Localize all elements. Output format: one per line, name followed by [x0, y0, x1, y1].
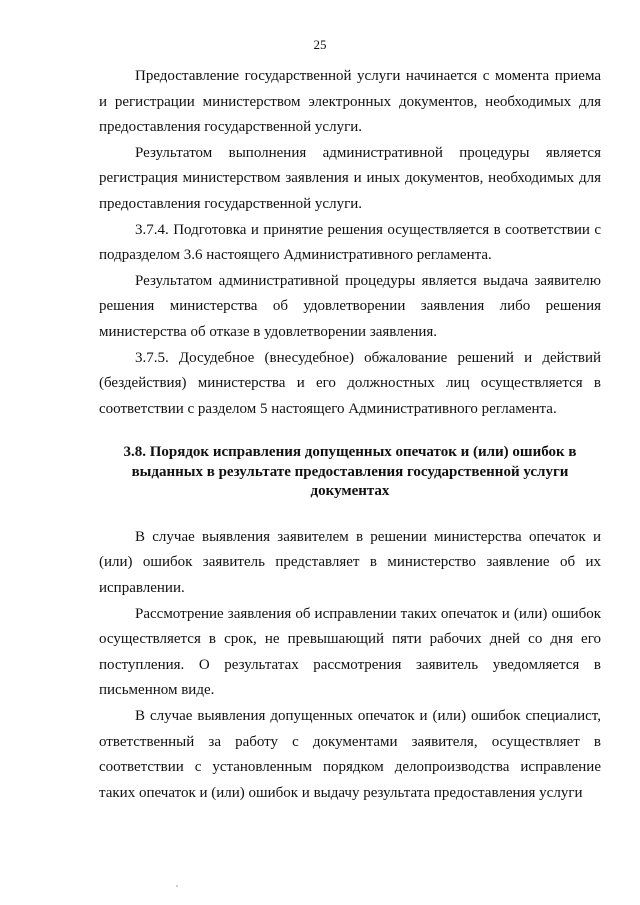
paragraph-service-start: Предоставление государственной услуги начинается с момента приема и регистрации министерством электронных документов, необходимых для предоставления государственной услуги. — [99, 68, 601, 136]
paragraph-3-7-4: 3.7.4. Подготовка и принятие решения осуществляется в соответствии с подразделом 3.6 настоящего Административного регламента. — [99, 221, 601, 264]
paragraph-decision-result: Результатом административной процедуры является выдача заявителю решения министерства об удовлетворении заявления либо решения министерства об отказе в удовлетворении заявления. — [99, 272, 601, 340]
paragraph-3-7-5: 3.7.5. Досудебное (внесудебное) обжалование решений и действий (бездействия) министерства и его должностных лиц осуществляется в соответствии с разделом 5 настоящего Административного регламента. — [99, 349, 601, 417]
paragraph-review-period: Рассмотрение заявления об исправлении таких опечаток и (или) ошибок осуществляется в срок, не превышающий пяти рабочих дней со дня его поступления. О результатах рассмотрения заявитель уведомляется в письменном виде. — [99, 605, 601, 699]
paragraph-correction-procedure: В случае выявления допущенных опечаток и (или) ошибок специалист, ответственный за работу с документами заявителя, осуществляет в соответствии с установленным порядком делопроизводства исправление таких опечаток и (или) ошибок и выдачу результата предоставления услуги — [99, 707, 601, 801]
section-heading-3-8: 3.8. Порядок исправления допущенных опечаток и (или) ошибок в выданных в результате предоставления государственной услуги документах — [123, 444, 577, 500]
paragraph-error-detection: В случае выявления заявителем в решении министерства опечаток и (или) ошибок заявитель представляет в министерство заявление об их исправлении. — [99, 528, 601, 596]
scan-speck — [176, 885, 178, 887]
paragraph-registration-result: Результатом выполнения административной процедуры является регистрация министерством заявления и иных документов, необходимых для предоставления государственной услуги. — [99, 144, 601, 212]
page-number: 25 — [313, 37, 327, 52]
document-body — [99, 64, 601, 806]
